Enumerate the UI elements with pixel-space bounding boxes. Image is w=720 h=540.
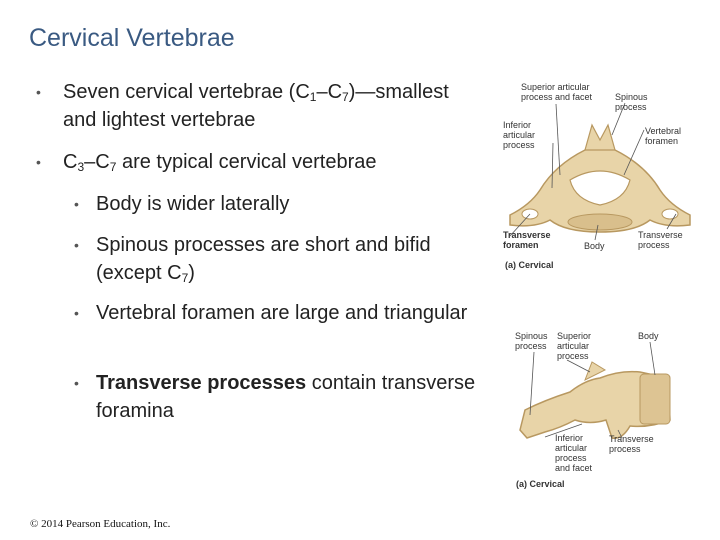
text-part: are typical cervical vertebrae [116, 151, 377, 173]
slide-title: Cervical Vertebrae [29, 24, 235, 52]
text-part: contain transverse foramina [96, 372, 476, 422]
bullet-dot: • [74, 237, 79, 253]
caption-bottom: (a) Cervical [516, 479, 565, 489]
bullet-dot: • [74, 305, 79, 321]
label-inferior-articular-lateral: Inferior articular process and facet [555, 433, 593, 473]
subscript: 7 [342, 90, 349, 104]
text-part: Vertebral foramen are large and triangular [96, 302, 468, 324]
label-spinous-process: Spinous process [615, 92, 648, 112]
text-part: –C [316, 81, 343, 103]
bullet-dot: • [74, 375, 79, 391]
bold-text: Transverse processes [96, 372, 307, 394]
text-part: Seven cervical vertebrae (C [63, 81, 310, 103]
label-inferior-articular: Inferior articular process [503, 120, 536, 150]
text-part: –C [84, 151, 110, 173]
text-part: Spinous processes are short and bifid (except C [96, 234, 431, 284]
text-part: ) [188, 262, 195, 284]
subscript: 3 [77, 160, 85, 174]
label-body: Body [584, 241, 605, 251]
text-part: C [63, 151, 78, 173]
label-superior-articular-lateral: Superior articular process [557, 331, 592, 361]
caption-top: (a) Cervical [505, 260, 554, 270]
label-vertebral-foramen: Vertebral foramen [645, 126, 682, 146]
bullet-dot: • [36, 154, 41, 170]
label-transverse-process: Transverse process [638, 230, 683, 250]
label-transverse-process-lateral: Transverse process [609, 434, 654, 454]
subscript: 7 [109, 160, 117, 174]
copyright: © 2014 Pearson Education, Inc. [30, 518, 171, 530]
label-superior-articular: Superior articular process and facet [521, 82, 593, 102]
text-part: Body is wider laterally [96, 193, 290, 215]
label-body-lateral: Body [638, 331, 659, 341]
label-spinous-process-lateral: Spinous process [515, 331, 548, 351]
subscript: 7 [181, 271, 189, 285]
label-transverse-foramen: Transverse foramen [503, 230, 551, 250]
text-part: )—smallest and lightest vertebrae [63, 81, 449, 131]
subscript: 1 [309, 90, 317, 104]
bullet-dot: • [36, 84, 41, 100]
cervical-vertebra-lateral-image [520, 362, 670, 438]
bullet-dot: • [74, 196, 79, 212]
